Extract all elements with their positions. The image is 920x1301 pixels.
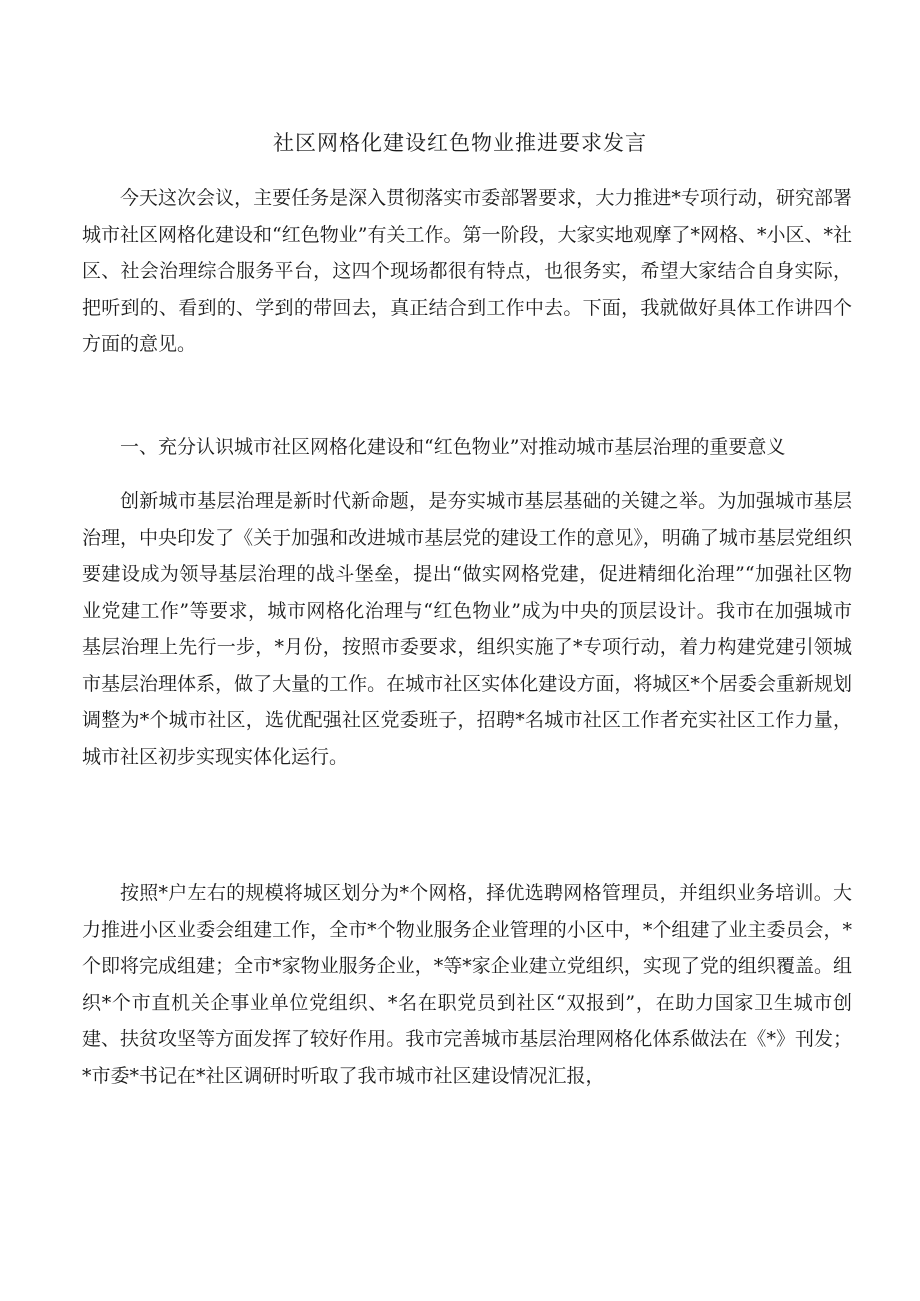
intro-paragraph: 今天这次会议，主要任务是深入贯彻落实市委部署要求，大力推进*专项行动，研究部署城市社区网格化建设和“红色物业”有关工作。第一阶段，大家实地观摩了*网格、*小区、*社区、社会治理综合服务平台，这四个现场都很有特点，也很务实，希望大家结合自身实际，把听到的、看到的、学到的带回去，真正结合到工作中去。下面，我就做好具体工作讲四个方面的意见。 bbox=[82, 187, 852, 355]
body-paragraph: 创新城市基层治理是新时代新命题，是夯实城市基层基础的关键之举。为加强城市基层治理，中央印发了《关于加强和改进城市基层党的建设工作的意见》，明确了城市基层党组织要建设成为领导基层治理的战斗堡垒，提出“做实网格党建，促进精细化治理”“加强社区物业党建工作”等要求，城市网格化治理与“红色物业”成为中央的顶层设计。我市在加强城市基层治理上先行一步，*月份，按照市委要求，组织实施了*专项行动，着力构建党建引领城市基层治理体系，做了大量的工作。在城市社区实体化建设方面，将城区*个居委会重新规划调整为*个城市社区，选优配强社区党委班子，招聘*名城市社区工作者充实社区工作力量，城市社区初步实现实体化运行。 bbox=[82, 490, 852, 768]
section-heading: 一、充分认识城市社区网格化建设和“红色物业”对推动城市基层治理的重要意义 bbox=[120, 436, 786, 458]
body-paragraph: 按照*户左右的规模将城区划分为*个网格，择优选聘网格管理员，并组织业务培训。大力推进小区业委会组建工作，全市*个物业服务企业管理的小区中，*个组建了业主委员会，*个即将完成组建；全市*家物业服务企业，*等*家企业建立党组织，实现了党的组织覆盖。组织*个市直机关企事业单位党组织、*名在职党员到社区“双报到”，在助力国家卫生城市创建、扶贫攻坚等方面发挥了较好作用。我市完善城市基层治理网格化体系做法在《*》刊发；*市委*书记在*社区调研时听取了我市城市社区建设情况汇报， bbox=[82, 882, 852, 1087]
document-title: 社区网格化建设红色物业推进要求发言 bbox=[273, 131, 647, 155]
